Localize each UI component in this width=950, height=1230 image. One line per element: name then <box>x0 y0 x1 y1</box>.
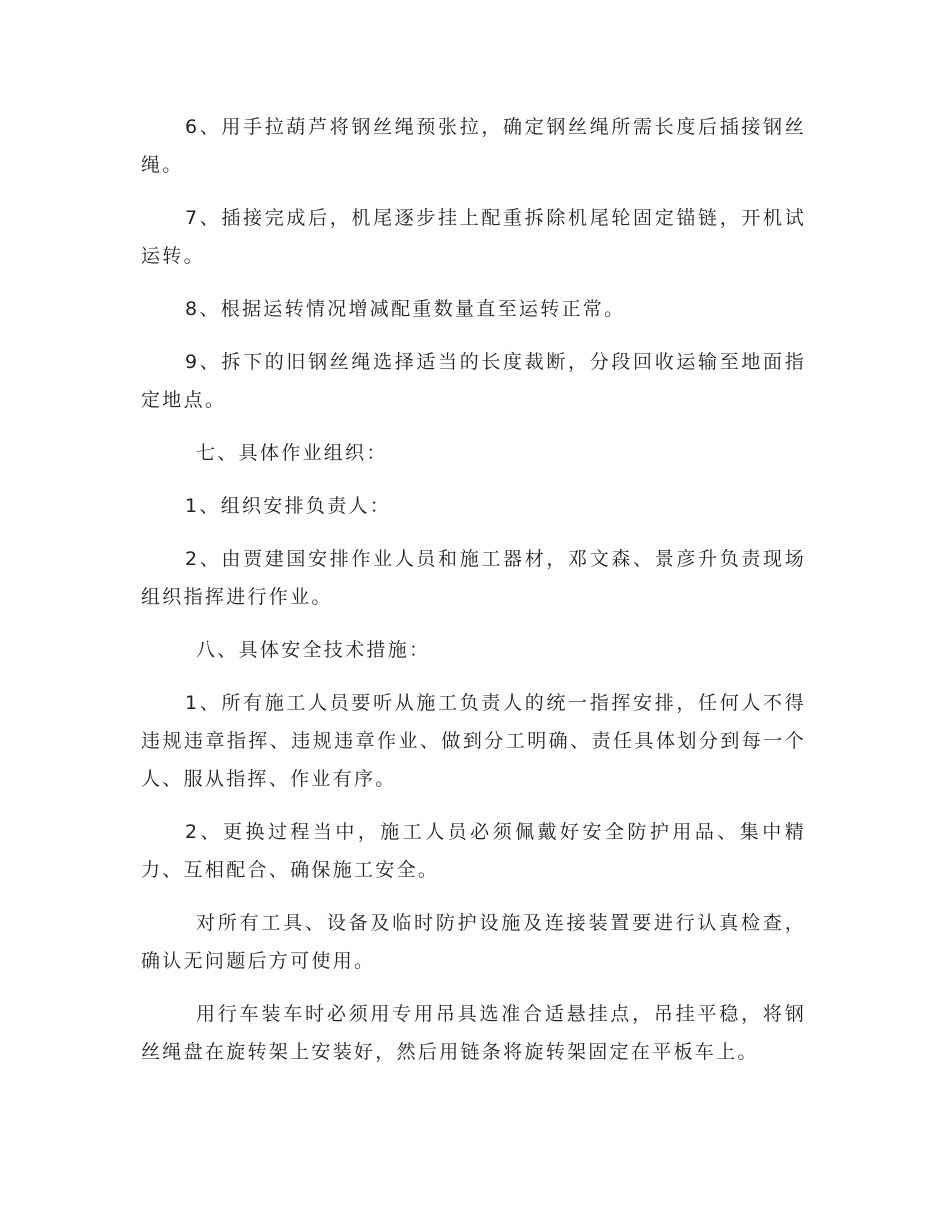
organization-item-2: 2、由贾建国安排作业人员和施工器材，邓文森、景彦升负责现场组织指挥进行作业。 <box>141 548 806 608</box>
safety-item-1: 1、所有施工人员要听从施工负责人的统一指挥安排，任何人不得违规违章指挥、违规违章作业、做到分工明确、责任具体划分到每一个人、服从指挥、作业有序。 <box>141 692 806 790</box>
step-6-paragraph: 6、用手拉葫芦将钢丝绳预张拉，确定钢丝绳所需长度后插接钢丝绳。 <box>141 116 806 176</box>
section-8-heading: 八、具体安全技术措施： <box>196 639 431 661</box>
step-7-paragraph: 7、插接完成后，机尾逐步挂上配重拆除机尾轮固定锚链，开机试运转。 <box>141 207 806 267</box>
step-8-paragraph: 8、根据运转情况增减配重数量直至运转正常。 <box>185 298 626 320</box>
step-9-paragraph: 9、拆下的旧钢丝绳选择适当的长度裁断，分段回收运输至地面指定地点。 <box>141 351 806 411</box>
safety-item-2: 2、更换过程当中，施工人员必须佩戴好安全防护用品、集中精力、互相配合、确保施工安全。 <box>141 821 806 881</box>
loading-paragraph: 用行车装车时必须用专用吊具选准合适悬挂点，吊挂平稳，将钢丝绳盘在旋转架上安装好，然后用链条将旋转架固定在平板车上。 <box>141 1003 806 1063</box>
inspection-paragraph: 对所有工具、设备及临时防护设施及连接装置要进行认真检查，确认无问题后方可使用。 <box>141 912 806 972</box>
organization-item-1: 1、组织安排负责人： <box>185 495 392 517</box>
document-body <box>141 108 806 1071</box>
section-7-heading: 七、具体作业组织： <box>196 442 388 464</box>
